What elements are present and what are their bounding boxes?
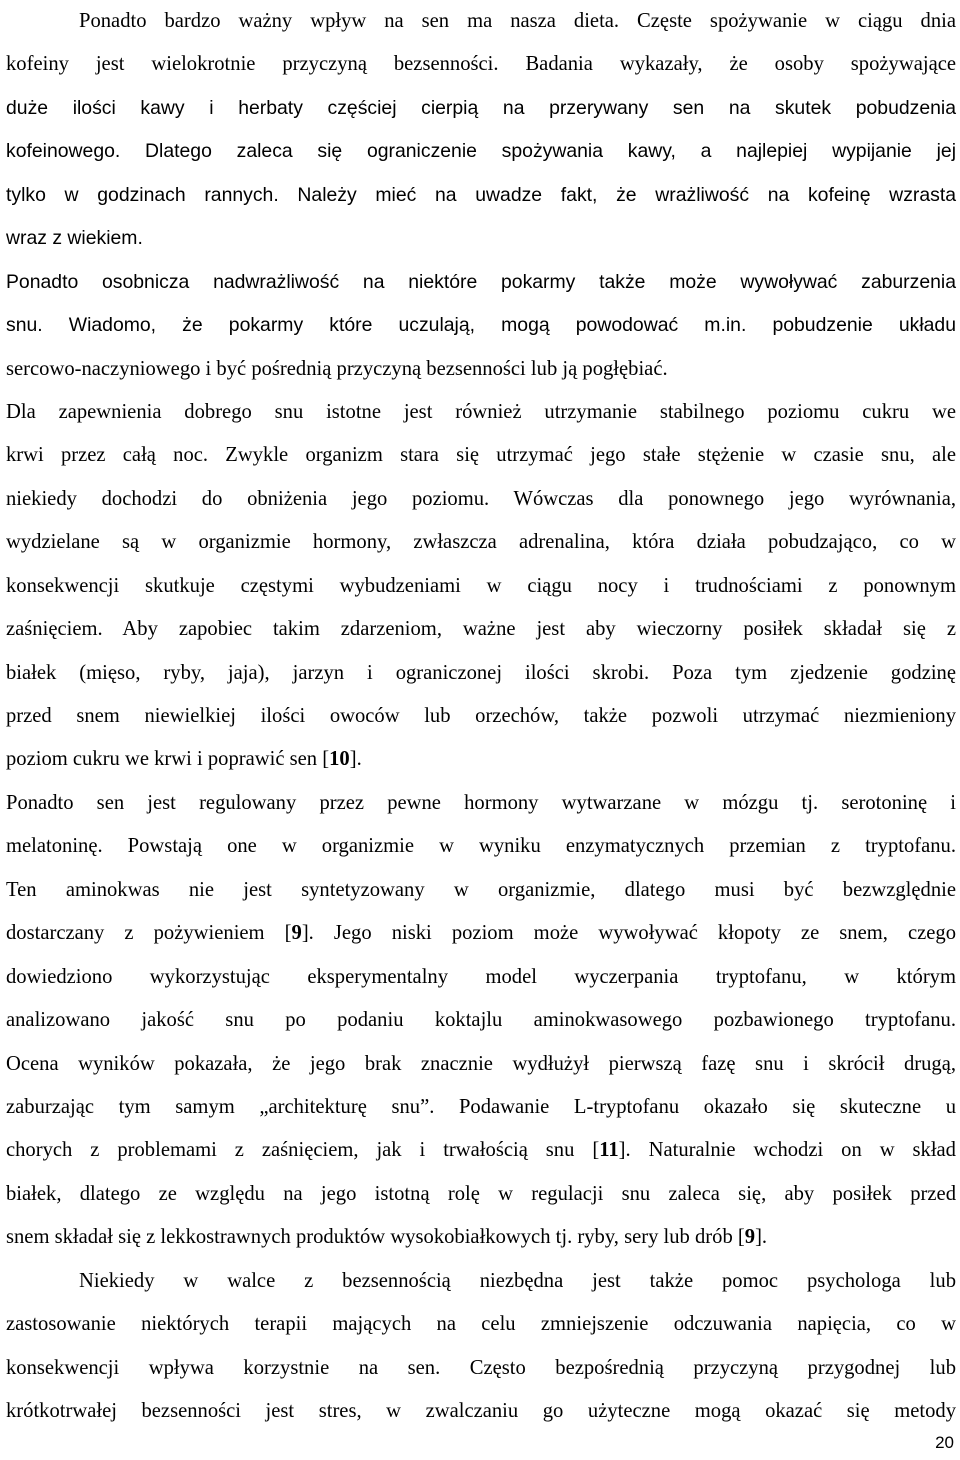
text-line: konsekwencji wpływa korzystnie na sen. Często bezpośrednią przyczyną przygodnej lub [6,1356,956,1379]
text-line: kofeinowego. Dlatego zaleca się ograniczenie spożywania kawy, a najlepiej wypijanie jej [6,140,956,163]
text-line: zaśnięciem. Aby zapobiec takim zdarzeniom, ważne jest aby wieczorny posiłek składał się z [6,618,956,641]
text-segment: chorych z problemami z zaśnięciem, jak i trwałością snu [ [6,1139,600,1162]
text-line: niekiedy dochodzi do obniżenia jego poziomu. Wówczas dla ponownego jego wyrównania, [6,487,956,510]
text-line: białek (mięso, ryby, jaja), jarzyn i ograniczonej ilości skrobi. Poza tym zjedzenie godzinę [6,661,956,684]
text-line: przed snem niewielkiej ilości owoców lub orzechów, także pozwoli utrzymać niezmieniony [6,705,956,727]
text-line: kofeiny jest wielokrotnie przyczyną bezsenności. Badania wykazały, że osoby spożywające [6,53,956,76]
text-segment: ]. Naturalnie wchodzi on w skład [618,1139,956,1162]
text-line: konsekwencji skutkuje częstymi wybudzeniami w ciągu nocy i trudnościami z ponownym [6,574,956,597]
text-segment: ]. [349,748,362,771]
text-line: wydzielane są w organizmie hormony, zwłaszcza adrenalina, która działa pobudzająco, co w [6,531,956,554]
citation-reference: 9 [744,1226,756,1249]
page-number: 20 [935,1433,954,1452]
text-line: krótkotrwałej bezsenności jest stres, w zwalczaniu go użyteczne mogą okazać się metody [6,1400,956,1422]
text-line [6,738,956,781]
citation-reference: 9 [291,922,302,945]
text-line: tylko w godzinach rannych. Należy mieć na uwadze fakt, że wrażliwość na kofeinę wzrasta [6,183,956,206]
text-segment: ]. Jego niski poziom może wywoływać kłopoty ze snem, czego [301,922,956,945]
text-segment: ]. [755,1226,768,1249]
text-line: Ponadto bardzo ważny wpływ na sen ma nasza dieta. Częste spożywanie w ciągu dnia [79,10,956,32]
text-line: duże ilości kawy i herbaty częściej cierpią na przerywany sen na skutek pobudzenia [6,96,956,119]
text-line: Ponadto sen jest regulowany przez pewne hormony wytwarzane w mózgu tj. serotoninę i [6,791,956,814]
text-line: dowiedziono wykorzystując eksperymentalny model wyczerpania tryptofanu, w którym [6,965,956,988]
text-segment: dostarczany z pożywieniem [ [6,922,292,945]
text-line: krwi przez całą noc. Zwykle organizm stara się utrzymać jego stałe stężenie w czasie snu, ale [6,444,956,467]
text-segment: poziom cukru we krwi i poprawić sen [ [6,748,330,771]
text-line: sercowo-naczyniowego i być pośrednią przyczyną bezsenności lub ją pogłębiać. [6,357,668,380]
document-page [6,0,956,1433]
text-line [6,912,956,955]
citation-reference: 11 [599,1139,619,1162]
text-line: zaburzając tym samym „architekturę snu”. Podawanie L-tryptofanu okazało się skuteczne u [6,1095,956,1118]
text-line: Ponadto osobnicza nadwrażliwość na niektóre pokarmy także może wywoływać zaburzenia [6,270,956,293]
text-line: analizowano jakość snu po podaniu koktajlu aminokwasowego pozbawionego tryptofanu. [6,1009,956,1032]
text-line: Dla zapewnienia dobrego snu istotne jest również utrzymanie stabilnego poziomu cukru we [6,400,956,423]
text-line: białek, dlatego ze względu na jego istotną rolę w regulacji snu zaleca się, aby posiłek przed [6,1182,956,1205]
text-line: Ten aminokwas nie jest syntetyzowany w organizmie, dlatego musi być bezwzględnie [6,878,956,901]
text-segment: snem składał się z lekkostrawnych produktów wysokobiałkowych tj. ryby, sery lub drób [ [6,1226,745,1249]
citation-reference: 10 [329,748,350,771]
text-line: snu. Wiadomo, że pokarmy które uczulają, mogą powodować m.in. pobudzenie układu [6,314,956,337]
text-line: melatoninę. Powstają one w organizmie w wyniku enzymatycznych przemian z tryptofanu. [6,835,956,858]
text-line [6,1216,956,1259]
text-line [6,1129,956,1172]
text-line: Ocena wyników pokazała, że jego brak znacznie wydłużył pierwszą fazę snu i skrócił drugą, [6,1052,956,1075]
text-line: wraz z wiekiem. [6,227,143,250]
text-line: Niekiedy w walce z bezsennością niezbędna jest także pomoc psychologa lub [79,1269,956,1292]
text-line: zastosowanie niektórych terapii mających na celu zmniejszenie odczuwania napięcia, co w [6,1313,956,1336]
